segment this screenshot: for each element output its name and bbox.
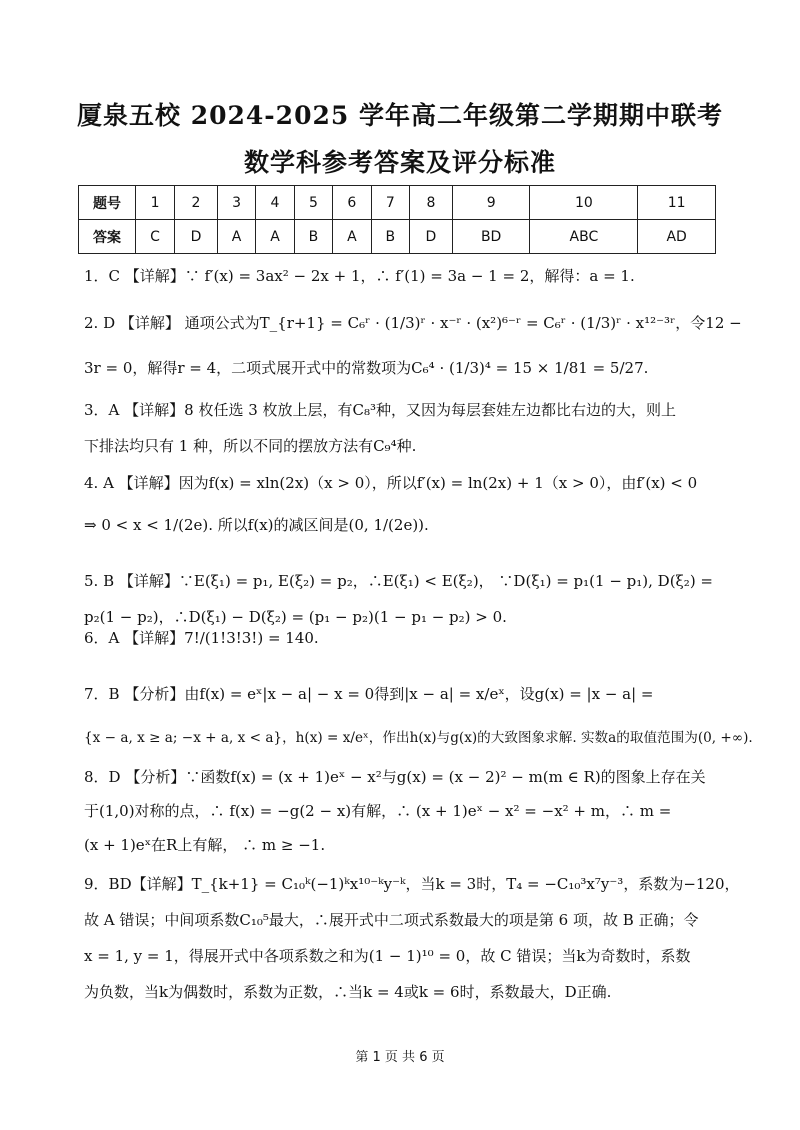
answer-cell: D [410,220,453,254]
solution-8 [84,760,724,862]
solution-line: 7．B 【分析】由f(x) = eˣ|x − a| − x = 0得到|x − a| = x/eˣ，设g(x) = |x − a| = [84,685,654,703]
question-number-cell: 8 [410,186,453,220]
document-subtitle: 数学科参考答案及评分标准 [243,148,556,177]
row-label-number: 题号 [79,186,136,220]
solution-9 [84,866,740,1010]
solution-line: 3．A 【详解】8 枚任选 3 枚放上层，有C₈³种，又因为每层套娃左边都比右边的大，则上 [84,401,677,419]
solution-line: 4. A 【详解】因为f(x) = xln(2x)（x > 0），所以f′(x) = ln(2x) + 1（x > 0），由f′(x) < 0 [84,474,698,492]
question-number-cell: 7 [371,186,410,220]
question-number-cell: 1 [136,186,175,220]
row-label-answer: 答案 [79,220,136,254]
solution-line: p₂(1 − p₂)，∴D(ξ₁) − D(ξ₂) = (p₁ − p₂)(1 − p₁ − p₂) > 0. [84,608,507,626]
answer-cell: A [333,220,371,254]
solution-1 [84,259,724,293]
answer-cell: C [136,220,175,254]
solution-7 [84,672,753,760]
solution-line: 6．A 【详解】7!/(1!3!3!) = 140. [84,629,319,647]
answer-cell: ABC [530,220,638,254]
question-number-cell: 2 [175,186,218,220]
answer-table [78,185,716,254]
solution-6 [84,621,724,655]
answer-cell: BD [452,220,530,254]
solution-line: x = 1, y = 1，得展开式中各项系数之和为(1 − 1)¹⁰ = 0，故 C 错误；当k为奇数时，系数 [84,947,691,965]
page-footer [0,1046,800,1065]
answer-cell: B [371,220,410,254]
solution-3 [84,392,724,464]
question-number-cell: 9 [452,186,530,220]
question-number-cell: 4 [256,186,294,220]
question-number-cell: 3 [217,186,255,220]
solution-line: 3r = 0，解得r = 4，二项式展开式中的常数项为C₆⁴ · (1/3)⁴ = 15 × 1/81 = 5/27. [84,359,649,377]
solution-line: ⇒ 0 < x < 1/(2e). 所以f(x)的减区间是(0, 1/(2e)). [84,516,429,534]
answer-cell: A [256,220,294,254]
solution-4 [84,462,724,546]
solution-line: 9．BD【详解】T_{k+1} = C₁₀ᵏ(−1)ᵏx¹⁰⁻ᵏy⁻ᵏ，当k = 3时，T₄ = −C₁₀³x⁷y⁻³，系数为−120， [84,875,740,893]
solution-line: {x − a, x ≥ a; −x + a, x < a}，h(x) = x/eˣ，作出h(x)与g(x)的大致图象求解. 实数a的取值范围为(0, +∞). [84,730,753,746]
question-number-row [79,186,716,220]
solution-line: 为负数，当k为偶数时，系数为正数，∴当k = 4或k = 6时，系数最大，D正确. [84,983,612,1001]
answer-cell: A [217,220,255,254]
document-title: 厦泉五校 2024-2025 学年高二年级第二学期期中联考 [77,101,723,130]
answer-row [79,220,716,254]
solution-line: 故 A 错误；中间项系数C₁₀⁵最大，∴展开式中二项式系数最大的项是第 6 项，故 B 正确；令 [84,911,699,929]
solution-line: 2. D 【详解】 通项公式为T_{r+1} = C₆ʳ · (1/3)ʳ · x⁻ʳ · (x²)⁶⁻ʳ = C₆ʳ · (1/3)ʳ · x¹²⁻³ʳ，令12 − [84,314,742,332]
answer-cell: AD [638,220,716,254]
solution-line: 5. B 【详解】∵E(ξ₁) = p₁, E(ξ₂) = p₂，∴E(ξ₁) < E(ξ₂)， ∵D(ξ₁) = p₁(1 − p₁), D(ξ₂) = [84,572,714,590]
solution-2 [84,301,742,391]
solution-line: 1．C 【详解】∵ f′(x) = 3ax² − 2x + 1，∴ f′(1) = 3a − 1 = 2，解得：a = 1. [84,267,635,285]
answer-cell: B [294,220,333,254]
answer-cell: D [175,220,218,254]
solution-line: 于(1,0)对称的点，∴ f(x) = −g(2 − x)有解，∴ (x + 1)eˣ − x² = −x² + m，∴ m = [84,802,672,820]
solution-line: 下排法均只有 1 种，所以不同的摆放方法有C₉⁴种. [84,437,417,455]
question-number-cell: 10 [530,186,638,220]
question-number-cell: 11 [638,186,716,220]
page-number-text: 第 1 页 共 6 页 [355,1050,445,1065]
question-number-cell: 6 [333,186,371,220]
solution-line: (x + 1)eˣ在R上有解， ∴ m ≥ −1. [84,836,326,854]
solution-line: 8．D 【分析】∵函数f(x) = (x + 1)eˣ − x²与g(x) = (x − 2)² − m(m ∈ R)的图象上存在关 [84,768,706,786]
question-number-cell: 5 [294,186,333,220]
